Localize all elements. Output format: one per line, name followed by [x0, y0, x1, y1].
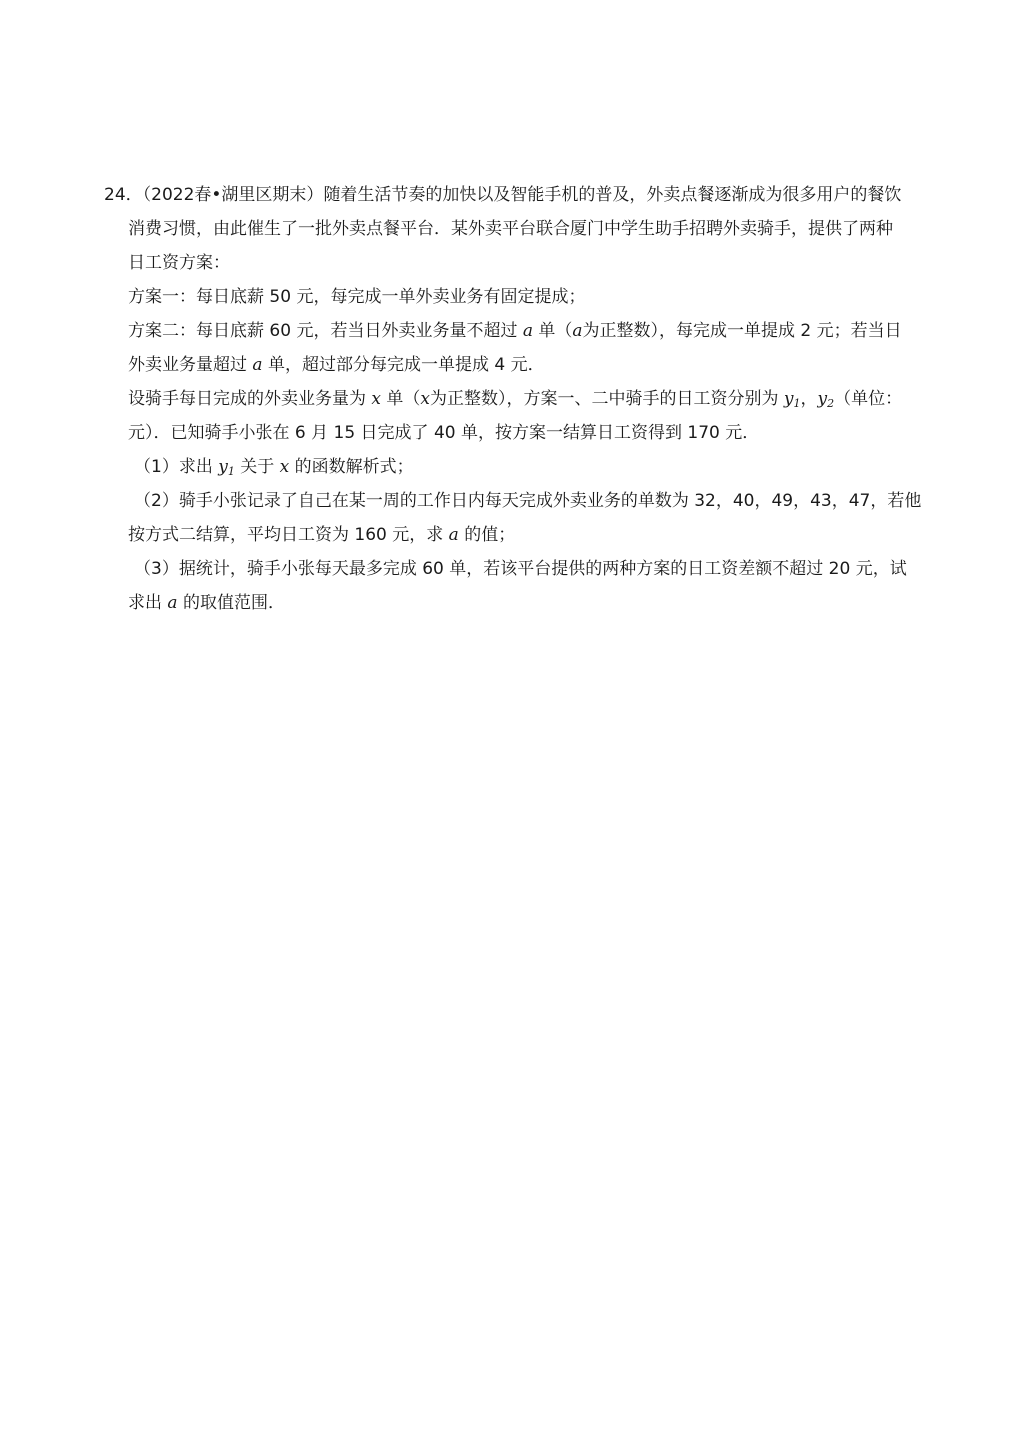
variable-a: a	[252, 355, 263, 375]
math-problem-24	[104, 178, 924, 620]
problem-number: 24．	[104, 185, 143, 205]
problem-stem-line-1	[104, 178, 924, 212]
problem-source: （2022春•湖里区期末）	[142, 185, 324, 205]
variable-a: a	[522, 321, 533, 341]
variable-y1: $y_1$	[783, 389, 801, 410]
variable-a: a	[572, 321, 583, 341]
question-2-line-1: （2）骑手小张记录了自己在某一周的工作日内每天完成外卖业务的单数为 32，40，49，43，47，若他	[134, 491, 922, 511]
question-3-line-2: 求出 a 的取值范围．	[128, 593, 285, 613]
setup-line-2: 元）．已知骑手小张在 6 月 15 日完成了 40 单，按方案一结算日工资得到 170 元．	[128, 423, 760, 443]
problem-text: 随着生活节奏的加快以及智能手机的普及，外卖点餐逐渐成为很多用户的餐饮	[323, 185, 902, 205]
question-3-line-1: （3）据统计，骑手小张每天最多完成 60 单，若该平台提供的两种方案的日工资差额不超过 20 元，试	[134, 559, 907, 579]
question-2-line-2: 按方式二结算，平均日工资为 160 元，求 a 的值；	[128, 525, 516, 545]
variable-x: x	[420, 389, 430, 409]
question-1: （1）求出 $y_1$ 关于 x 的函数解析式；	[134, 457, 414, 478]
variable-a: a	[448, 525, 459, 545]
variable-x: x	[279, 457, 290, 477]
plan-one: 方案一：每日底薪 50 元，每完成一单外卖业务有固定提成；	[128, 287, 586, 307]
plan-two-line-2: 外卖业务量超过 a 单，超过部分每完成一单提成 4 元．	[128, 355, 545, 375]
variable-y2: $y_2$	[817, 389, 835, 410]
problem-stem-line-3: 日工资方案：	[128, 253, 230, 273]
variable-y1: $y_1$	[218, 457, 235, 478]
problem-stem-line-2: 消费习惯，由此催生了一批外卖点餐平台．某外卖平台联合厦门中学生助手招聘外卖骑手，提供了两种	[128, 219, 893, 239]
plan-two-line-1: 方案二：每日底薪 60 元，若当日外卖业务量不超过 a 单（a为正整数），每完成一单提成 2 元；若当日	[128, 321, 902, 341]
variable-a: a	[167, 593, 178, 613]
setup-line-1: 设骑手每日完成的外卖业务量为 x 单（x为正整数），方案一、二中骑手的日工资分别为 $y_1$，$y_2$（单位：	[128, 389, 903, 410]
variable-x: x	[371, 389, 381, 409]
